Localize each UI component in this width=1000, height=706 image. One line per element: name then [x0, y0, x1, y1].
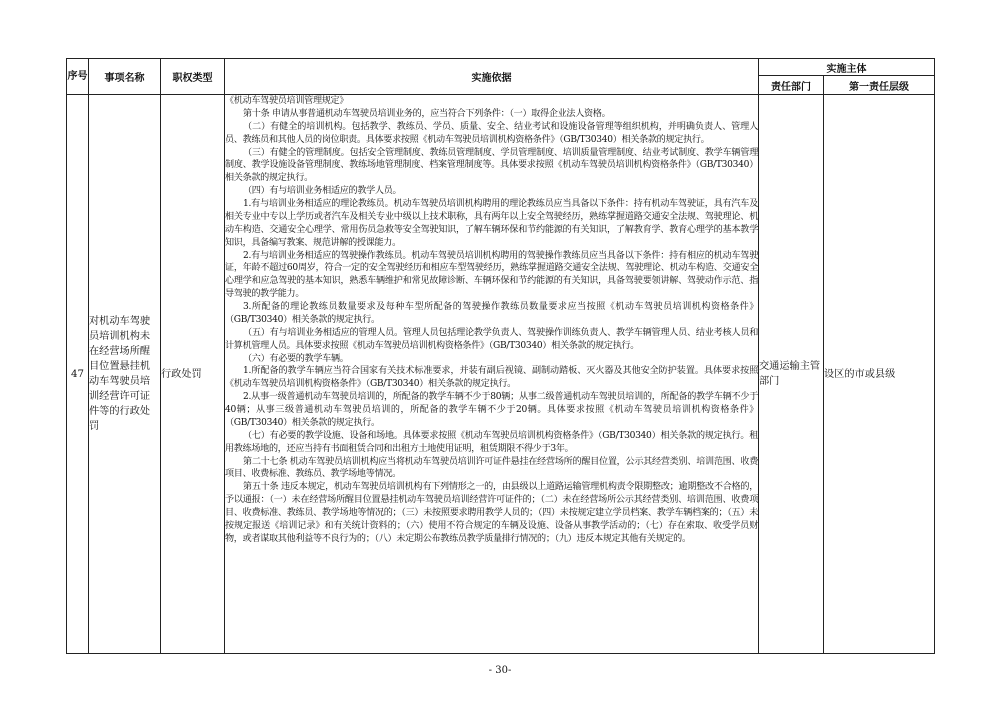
header-basis: 实施依据: [225, 59, 759, 95]
basis-paragraph: 第二十七条 机动车驾驶员培训机构应当将机动车驾驶员培训许可证件悬挂在经营场所的醒目位置，公示其经营类别、培训范围、收费项目、收费标准、教练员、教学场地等情况。: [225, 456, 758, 480]
authority-table: [66, 58, 935, 654]
basis-paragraph: （七）有必要的教学设施、设备和场地。具体要求按照《机动车驾驶员培训机构资格条件》（GB/T30340）相关条款的规定执行。租用教练场地的，还应当持有书面租赁合同和出租方土地使用证明，租赁期限不得少于3年。: [225, 430, 758, 454]
header-level: 第一责任层级: [824, 76, 935, 95]
row-dept: 交通运输主管部门: [759, 95, 824, 654]
row-basis: [225, 95, 759, 654]
header-item-name: 事项名称: [89, 59, 161, 95]
basis-paragraph: 2.有与培训业务相适应的驾驶操作教练员。机动车驾驶员培训机构聘用的驾驶操作教练员应当具备以下条件：持有相应的机动车驾驶证，年龄不超过60周岁，符合一定的安全驾驶经历和相应车型驾驶经历，熟练掌握道路交通安全法规、驾驶理论、机动车构造、交通安全心理学和应急驾驶的基本知识，熟悉车辆维护和常见故障诊断、车辆环保和节约能源的有关知识，具备驾驶要领讲解、驾驶动作示范、指导驾驶的教学能力。: [225, 250, 758, 300]
basis-paragraph: （五）有与培训业务相适应的管理人员。管理人员包括理论教学负责人、驾驶操作训练负责人、教学车辆管理人员、结业考核人员和计算机管理人员。具体要求按照《机动车驾驶员培训机构资格条件》（GB/T30340）相关条款的规定执行。: [225, 327, 758, 351]
basis-paragraph: （六）有必要的教学车辆。: [243, 353, 349, 364]
row-seq: 47: [67, 95, 89, 654]
basis-paragraph: 3.所配备的理论教练员数量要求及每种车型所配备的驾驶操作教练员数量要求应当按照《机动车驾驶员培训机构资格条件》（GB/T30340）相关条款的规定执行。: [225, 302, 758, 325]
basis-paragraph: 第五十条 违反本规定，机动车驾驶员培训机构有下列情形之一的，由县级以上道路运输管理机构责令限期整改；逾期整改不合格的，予以通报：（一）未在经营场所醒目位置悬挂机动车驾驶员培训经营许可证件的；（二）未在经营场所公示其经营类别、培训范围、收费项目、收费标准、教练员、教学场地等情况的；（三）未按照要求聘用教学人员的；（四）未按规定建立学员档案、教学车辆档案的；（五）未按规定报送《培训记录》和有关统计资料的；（六）使用不符合规定的车辆及设施、设备从事教学活动的；（七）存在索取、收受学员财物，或者谋取其他利益等不良行为的；（八）未定期公布教练员教学质量排行情况的；（九）违反本规定其他有关规定的。: [225, 482, 758, 544]
basis-paragraph: 《机动车驾驶员培训管理规定》: [225, 96, 349, 106]
page-number: - 30-: [488, 665, 512, 676]
basis-paragraph: 1.有与培训业务相适应的理论教练员。机动车驾驶员培训机构聘用的理论教练员应当具备以下条件：持有机动车驾驶证，具有汽车及相关专业中专以上学历或者汽车及相关专业中级以上技术职称，具有两年以上安全驾驶经历，熟练掌握道路交通安全法规、驾驶理论、机动车构造、交通安全心理学、常用伤员急救等安全驾驶知识，了解车辆环保和节约能源的有关知识，了解教育学、教育心理学的基本教学知识，具备编写教案、规范讲解的授课能力。: [225, 199, 758, 248]
basis-paragraph: 第十条 申请从事普通机动车驾驶员培训业务的，应当符合下列条件：（一）取得企业法人资格。: [243, 108, 611, 119]
row-item-name: 对机动车驾驶员培训机构未在经营场所醒目位置悬挂机动车驾驶员培训经营许可证件等的行政处罚: [89, 95, 161, 654]
basis-paragraph: 2.从事一级普通机动车驾驶员培训的，所配备的教学车辆不少于80辆；从事二级普通机动车驾驶员培训的，所配备的教学车辆不少于40辆；从事三级普通机动车驾驶员培训的，所配备的教学车辆不少于20辆。具体要求按照《机动车驾驶员培训机构资格条件》（GB/T30340）相关条款的规定执行。: [225, 392, 758, 428]
row-authority-type: 行政处罚: [161, 95, 225, 654]
header-subject: 实施主体: [759, 59, 935, 76]
basis-text: [225, 95, 758, 546]
basis-paragraph: （二）有健全的培训机构。包括教学、教练员、学员、质量、安全、结业考试和设施设备管理等组织机构，并明确负责人、管理人员、教练员和其他人员的岗位职责。具体要求按照《机动车驾驶员培训机构资格条件》（GB/T30340）相关条款的规定执行。: [225, 121, 758, 145]
basis-paragraph: 1.所配备的教学车辆应当符合国家有关技术标准要求，并装有副后视镜、副制动踏板、灭火器及其他安全防护装置。具体要求按照《机动车驾驶员培训机构资格条件》（GB/T30340）相关条款的规定执行。: [225, 366, 758, 390]
header-seq: 序号: [67, 59, 89, 95]
header-authority-type: 职权类型: [161, 59, 225, 95]
basis-paragraph: （四）有与培训业务相适应的教学人员。: [243, 186, 402, 197]
basis-paragraph: （三）有健全的管理制度。包括安全管理制度、教练员管理制度、学员管理制度、培训质量管理制度、结业考试制度、教学车辆管理制度、教学设施设备管理制度、教练场地管理制度、档案管理制度等。具体要求按照《机动车驾驶员培训机构资格条件》（GB/T30340）相关条款的规定执行。: [225, 147, 758, 184]
header-dept: 责任部门: [759, 76, 824, 95]
row-level: 设区的市或县级: [824, 95, 935, 654]
table-row: [67, 95, 935, 654]
